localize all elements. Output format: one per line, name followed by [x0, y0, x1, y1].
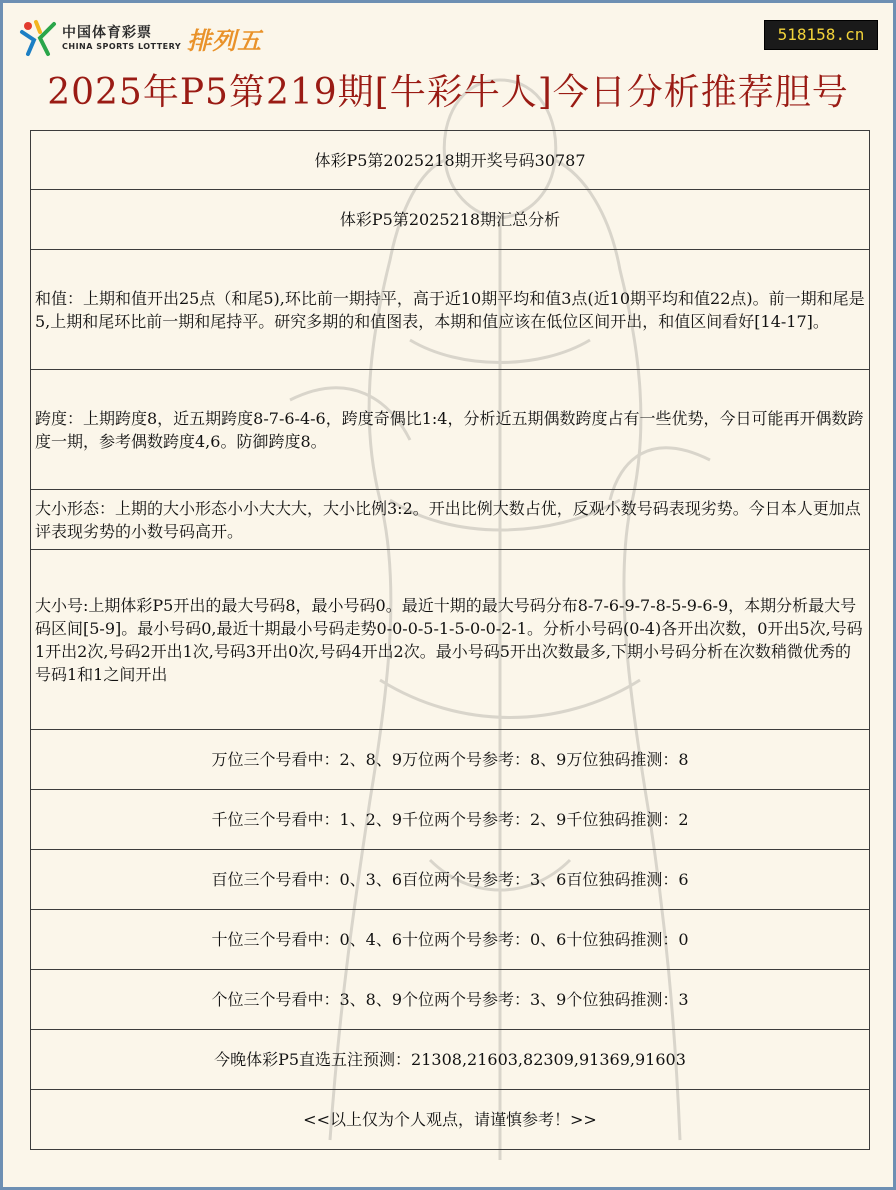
- wan-position-row: [30, 730, 870, 790]
- ge-position-text: 个位三个号看中：3、8、9个位两个号参考：3、9个位独码推测：3: [211, 990, 689, 1009]
- size-numbers-row: [30, 550, 870, 730]
- size-pattern-row: [30, 490, 870, 550]
- bai-position-text: 百位三个号看中：0、3、6百位两个号参考：3、6百位独码推测：6: [211, 870, 689, 889]
- qian-position-text: 千位三个号看中：1、2、9千位两个号参考：2、9千位独码推测：2: [211, 810, 689, 829]
- span-analysis-text: 跨度：上期跨度8，近五期跨度8-7-6-4-6，跨度奇偶比1:4，分析近五期偶数跨度占有一些优势，今日可能再开偶数跨度一期，参考偶数跨度4,6。防御跨度8。: [35, 408, 864, 451]
- disclaimer-text: <<以上仅为个人观点，请谨慎参考！>>: [303, 1110, 597, 1129]
- size-pattern-text: 大小形态：上期的大小形态小小大大大，大小比例3:2。开出比例大数占优，反观小数号码表现劣势。今日本人更加点评表现劣势的小数号码高开。: [35, 498, 861, 541]
- span-analysis-row: [30, 370, 870, 490]
- wan-position-text: 万位三个号看中：2、8、9万位两个号参考：8、9万位独码推测：8: [211, 750, 689, 769]
- shi-position-text: 十位三个号看中：0、4、6十位两个号参考：0、6十位独码推测：0: [211, 930, 689, 949]
- logo-game-name: 排列五: [187, 26, 263, 55]
- size-numbers-text: 大小号:上期体彩P5开出的最大号码8，最小号码0。最近十期的最大号码分布8-7-6-9-7-8-5-9-6-9，本期分析最大号码区间[5-9]。最小号码0,最近十期最小号码走势0-0-0-5-1-5-0-0-2-1。分析小号码(0-4)各开出次数，0开出5次,号码1开出2次,号码2开出1次,号码3开出0次,号码4开出2次。最小号码5开出次数最多,下期小号码分析在次数稍微优秀的号码1和1之间开出: [35, 595, 863, 684]
- draw-result-row: [30, 130, 870, 190]
- sum-analysis-row: [30, 250, 870, 370]
- page-title: 2025年P5第219期[牛彩牛人]今日分析推荐胆号: [47, 72, 849, 113]
- bai-position-row: [30, 850, 870, 910]
- china-sports-lottery-logo: [18, 18, 262, 58]
- page-header: [0, 0, 896, 130]
- logo-chinese-name: 中国体育彩票: [62, 24, 152, 41]
- lottery-logo-icon: [18, 18, 58, 58]
- shi-position-row: [30, 910, 870, 970]
- analysis-table: [30, 130, 870, 1150]
- sum-analysis-text: 和值：上期和值开出25点（和尾5),环比前一期持平，高于近10期平均和值3点(近10期平均和值22点)。前一期和尾是5,上期和尾环比前一期和尾持平。研究多期的和值图表，本期和值应该在低位区间开出，和值区间看好[14-17]。: [35, 288, 865, 331]
- draw-result-text: 体彩P5第2025218期开奖号码30787: [314, 150, 586, 170]
- site-domain-badge[interactable]: 518158.cn: [764, 20, 878, 50]
- ge-position-row: [30, 970, 870, 1030]
- disclaimer-row: [30, 1090, 870, 1150]
- picks-row: [30, 1030, 870, 1090]
- summary-title-text: 体彩P5第2025218期汇总分析: [339, 210, 561, 229]
- logo-english-name: CHINA SPORTS LOTTERY: [62, 41, 182, 51]
- picks-text: 今晚体彩P5直选五注预测：21308,21603,82309,91369,91603: [214, 1050, 686, 1069]
- summary-title-row: [30, 190, 870, 250]
- qian-position-row: [30, 790, 870, 850]
